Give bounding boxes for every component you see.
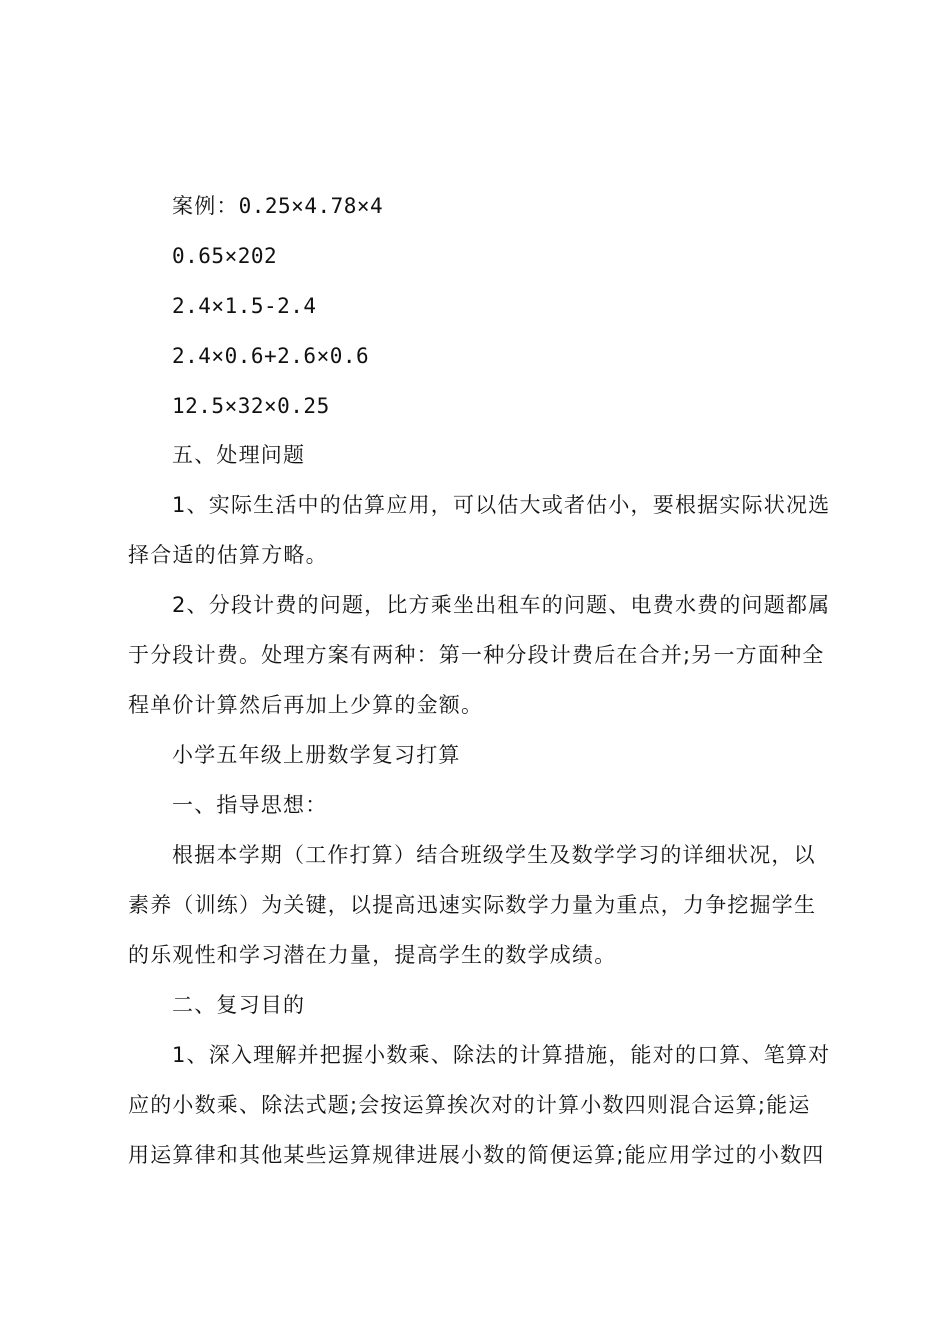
- example-expression: 2.4×1.5-2.4: [172, 294, 317, 318]
- section-heading: 二、复习目的: [172, 993, 306, 1017]
- paragraph-line: 应的小数乘、除法式题;会按运算挨次对的计算小数四则混合运算;能运: [128, 1093, 811, 1117]
- example-line-1: [172, 191, 383, 221]
- paragraph-line: 2、分段计费的问题，比方乘坐出租车的问题、电费水费的问题都属: [172, 593, 831, 617]
- example-expression: 0.25×4.78×4: [238, 194, 384, 218]
- paragraph-line: 的乐观性和学习潜在力量，提高学生的数学成绩。: [128, 943, 617, 967]
- paragraph-line: 于分段计费。处理方案有两种：第一种分段计费后在合并;另一方面种全: [128, 643, 825, 667]
- paragraph-line: 1、实际生活中的估算应用，可以估大或者估小，要根据实际状况选: [172, 493, 831, 517]
- example-lead-label: 案例：: [172, 194, 239, 218]
- section-heading: 一、指导思想：: [172, 793, 328, 817]
- example-expression: 12.5×32×0.25: [172, 394, 330, 418]
- paragraph-line: 1、深入理解并把握小数乘、除法的计算措施，能对的口算、笔算对: [172, 1043, 831, 1067]
- paragraph-line: 用运算律和其他某些运算规律进展小数的简便运算;能应用学过的小数四: [128, 1143, 825, 1167]
- paragraph-line: 择合适的估算方略。: [128, 543, 328, 567]
- section-heading: 五、处理问题: [172, 443, 306, 467]
- plan-title: 小学五年级上册数学复习打算: [172, 743, 461, 767]
- paragraph-line: 程单价计算然后再加上少算的金额。: [128, 693, 484, 717]
- paragraph-line: 根据本学期（工作打算）结合班级学生及数学学习的详细状况，以: [172, 843, 816, 867]
- example-expression: 2.4×0.6+2.6×0.6: [172, 344, 370, 368]
- example-expression: 0.65×202: [172, 244, 278, 268]
- paragraph-line: 素养（训练）为关键，以提高迅速实际数学力量为重点，力争挖掘学生: [128, 893, 817, 917]
